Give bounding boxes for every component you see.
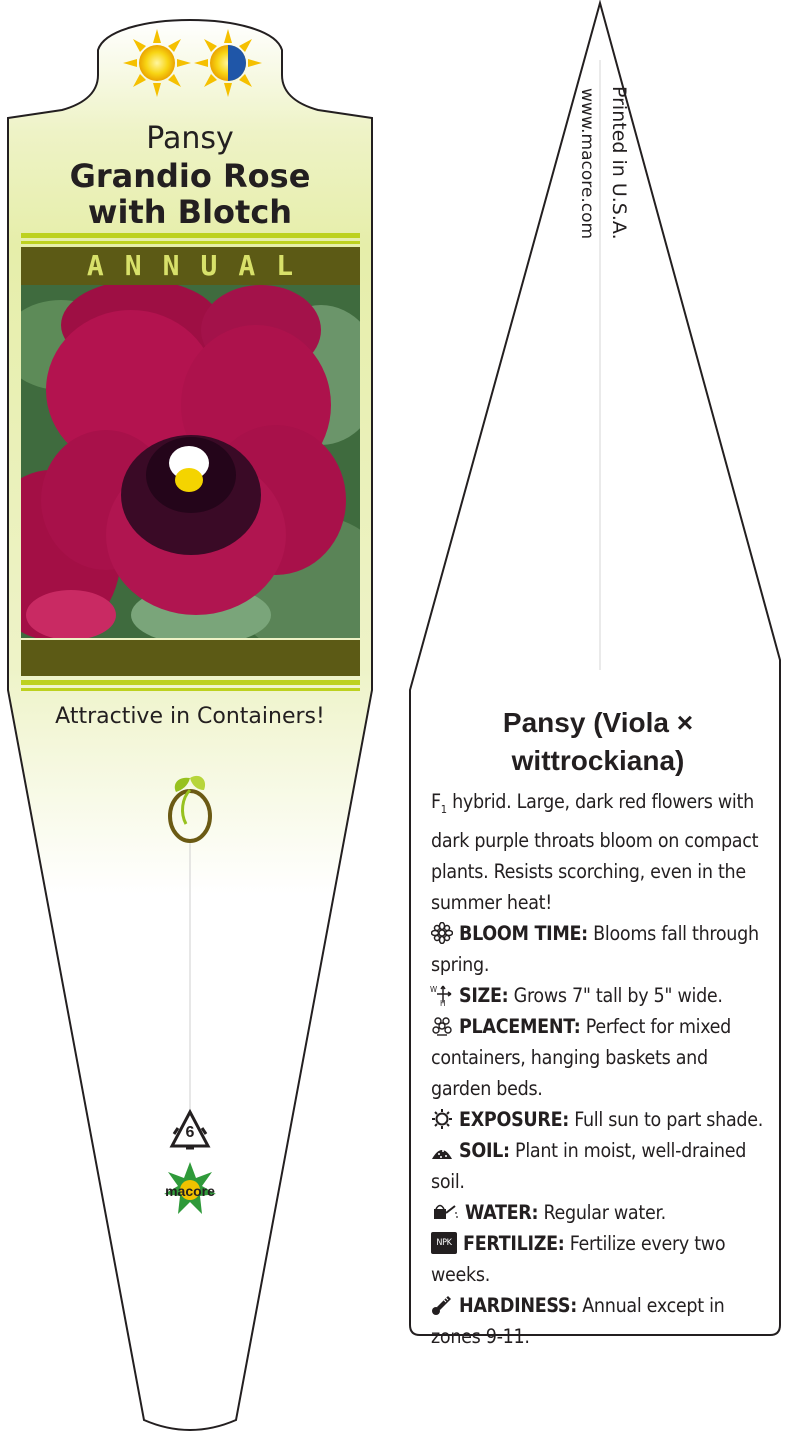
description: $F_1$ hybrid. Large, dark red flowers with dark purple throats bloom on compact plants. Resists scorching, even in the summer heat! <box>431 790 759 914</box>
website: www.macore.com <box>577 88 597 240</box>
attribute-placement: PLACEMENT: Perfect for mixed containers, hanging baskets and garden beds. <box>431 1014 732 1100</box>
attribute-hardiness: HARDINESS: Annual except in zones 9-11. <box>431 1293 725 1348</box>
attribute-size: W H SIZE: Grows 7" tall by 5" wide. <box>430 983 723 1008</box>
botanical-title-line-2: wittrockiana) <box>511 745 685 776</box>
thermometer-icon <box>431 1294 453 1316</box>
tagline: Attractive in Containers! <box>55 704 325 729</box>
variety-line-1: Grandio Rose <box>69 157 311 195</box>
npk-icon: NPK <box>431 1232 457 1254</box>
attribute-water: WATER: Regular water. <box>431 1197 767 1228</box>
attribute-soil: SOIL: Plant in moist, well-drained soil. <box>431 1138 747 1193</box>
flower-icon <box>431 922 453 944</box>
botanical-title-line-1: Pansy (Viola × <box>502 707 694 738</box>
placement-icon <box>431 1015 453 1037</box>
sprout-logo-icon <box>160 768 220 848</box>
flower-photo <box>21 285 360 638</box>
attribute-exposure: EXPOSURE: Full sun to part shade. <box>431 1104 767 1135</box>
sun-icon <box>431 1108 453 1130</box>
plant-variety <box>20 158 360 230</box>
attribute-fertilize: NPK FERTILIZE: Fertilize every two weeks. <box>431 1231 726 1286</box>
variety-line-2: with Blotch <box>87 193 293 231</box>
brand-name: macore <box>165 1183 215 1199</box>
size-icon: W H <box>431 984 453 1006</box>
full-sun-icon <box>122 28 192 98</box>
soil-icon <box>431 1139 453 1161</box>
recycle-code: 6 <box>185 1124 195 1141</box>
photo-bottom-band <box>21 640 360 676</box>
plant-species: Pansy <box>146 121 234 156</box>
category-banner: ANNUAL <box>21 247 360 285</box>
botanical-title <box>420 704 776 780</box>
attribute-bloom-time: BLOOM TIME: Blooms fall through spring. <box>431 921 759 976</box>
watering-can-icon <box>431 1201 459 1223</box>
care-info <box>431 786 767 1352</box>
part-shade-icon <box>193 28 263 98</box>
printed-in: Printed in U.S.A. <box>608 86 630 240</box>
recycle-code-icon <box>168 1108 212 1152</box>
